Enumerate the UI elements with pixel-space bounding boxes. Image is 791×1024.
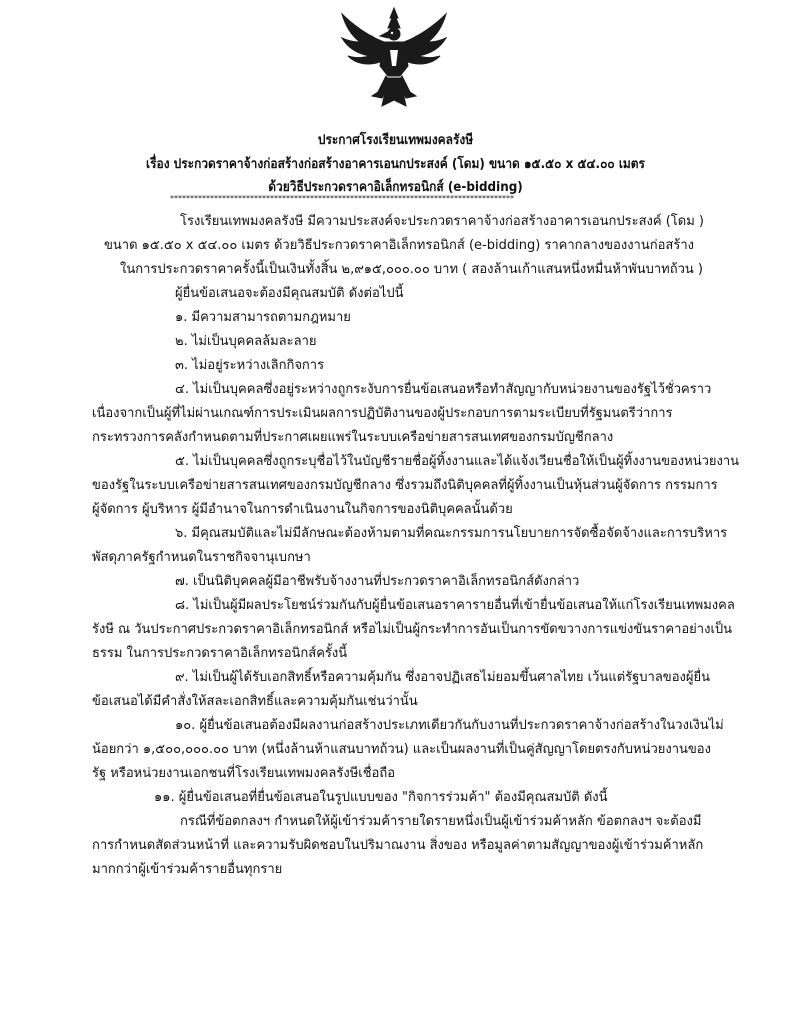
body-line: มากกว่าผู้เข้าร่วมค้ารายอื่นทุกราย: [92, 862, 283, 877]
body-line: ผู้จัดการ ผู้บริหาร ผู้มีอำนาจในการดำเนินงานในกิจการของนิติบุคคลนั้นด้วย: [92, 502, 513, 517]
body-line: รังษี ณ วันประกาศประกวดราคาอิเล็กทรอนิกส์ หรือไม่เป็นผู้กระทำการอันเป็นการขัดขวางการแข่งขันราคาอย่างเป็น: [92, 622, 733, 637]
list-item: ๔. ไม่เป็นบุคคลซึ่งอยู่ระหว่างถูกระงับการยื่นข้อเสนอหรือทำสัญญากับหน่วยงานของรัฐไว้ชั่วคราว: [175, 382, 712, 397]
list-item: ๑. มีความสามารถตามกฎหมาย: [175, 310, 351, 325]
list-item: ๖. มีคุณสมบัติและไม่มีลักษณะต้องห้ามตามที่คณะกรรมการนโยบายการจัดซื้อจัดจ้างและการบริหาร: [175, 526, 728, 541]
list-item: ๒. ไม่เป็นบุคคลล้มละลาย: [175, 334, 317, 349]
body-line: ของรัฐในระบบเครือข่ายสารสนเทศของกรมบัญชีกลาง ซึ่งรวมถึงนิติบุคคลที่ผู้ทิ้งงานเป็นหุ้นส่วนผู้จัดการ กรรมการ: [92, 478, 718, 493]
list-item: ๘. ไม่เป็นผู้มีผลประโยชน์ร่วมกันกับผู้ยื่นข้อเสนอราคารายอื่นที่เข้ายื่นข้อเสนอให้แก่โรงเรียนเทพมงคล: [175, 598, 735, 613]
body-line: น้อยกว่า ๑,๕๐๐,๐๐๐.๐๐ บาท (หนึ่งล้านห้าแสนบาทถ้วน) และเป็นผลงานที่เป็นคู่สัญญาโดยตรงกับหน่วยงานของ: [92, 742, 711, 757]
title-line-3: ด้วยวิธีประกวดราคาอิเล็กทรอนิกส์ (e-bidding): [268, 179, 523, 195]
body-line: ในการประกวดราคาครั้งนี้เป็นเงินทั้งสิ้น ๒,๙๑๕,๐๐๐.๐๐ บาท ( สองล้านเก้าแสนหนึ่งหมื่นห้าพันบาทถ้วน ): [120, 262, 703, 277]
body-line: โรงเรียนเทพมงคลรังษี มีความประสงค์จะประกวดราคาจ้างก่อสร้างอาคารเอนกประสงค์ (โดม ): [180, 214, 704, 229]
garuda-emblem-icon: [338, 6, 450, 114]
body-line: การกำหนดสัดส่วนหน้าที่ และความรับผิดชอบในปริมาณงาน สิ่งของ หรือมูลค่าตามสัญญาของผู้เข้าร่วมค้าหลัก: [92, 838, 704, 853]
list-item: ๑๑. ผู้ยื่นข้อเสนอที่ยื่นข้อเสนอในรูปแบบของ "กิจการร่วมค้า" ต้องมีคุณสมบัติ ดังนี้: [154, 790, 608, 805]
body-line: รัฐ หรือหน่วยงานเอกชนที่โรงเรียนเทพมงคลรังษีเชื่อถือ: [92, 766, 396, 781]
body-line: กรณีที่ข้อตกลงฯ กำหนดให้ผู้เข้าร่วมค้ารายใดรายหนึ่งเป็นผู้เข้าร่วมค้าหลัก ข้อตกลงฯ จะต้องมี: [180, 814, 702, 829]
body-line: กระทรวงการคลังกำหนดตามที่ประกาศเผยแพร่ในระบบเครือข่ายสารสนเทศของกรมบัญชีกลาง: [92, 430, 614, 445]
list-item: ๗. เป็นนิติบุคคลผู้มีอาชีพรับจ้างงานที่ประกวดราคาอิเล็กทรอนิกส์ดังกล่าว: [175, 574, 580, 589]
separator-line: **************************************************************************************: [170, 194, 514, 203]
title-line-1: ประกาศโรงเรียนเทพมงคลรังษี: [317, 132, 474, 148]
list-item: ๙. ไม่เป็นผู้ได้รับเอกสิทธิ์หรือความคุ้มกัน ซึ่งอาจปฏิเสธไม่ยอมขึ้นศาลไทย เว้นแต่รัฐบาลของผู้ยื่น: [175, 670, 710, 685]
body-line: พัสดุภาครัฐกำหนดในราชกิจจานุเบกษา: [92, 550, 311, 565]
body-line: เนื่องจากเป็นผู้ที่ไม่ผ่านเกณฑ์การประเมินผลการปฏิบัติงานของผู้ประกอบการตามระเบียบที่รัฐมนตรีว่าการ: [92, 406, 673, 421]
title-line-2: เรื่อง ประกวดราคาจ้างก่อสร้างก่อสร้างอาคารเอนกประสงค์ (โดม) ขนาด ๑๕.๕๐ x ๕๔.๐๐ เมตร: [146, 156, 645, 172]
body-line: ธรรม ในการประกวดราคาอิเล็กทรอนิกส์ครั้งนี้: [92, 646, 348, 661]
list-item: ๕. ไม่เป็นบุคคลซึ่งถูกระบุชื่อไว้ในบัญชีรายชื่อผู้ทิ้งงานและได้แจ้งเวียนชื่อให้เป็นผู้ทิ้งงานของหน่วยงาน: [175, 454, 740, 469]
list-item: ๓. ไม่อยู่ระหว่างเลิกกิจการ: [175, 358, 325, 373]
list-item: ๑๐. ผู้ยื่นข้อเสนอต้องมีผลงานก่อสร้างประเภทเดียวกันกับงานที่ประกวดราคาจ้างก่อสร้างในวงเงินไม่: [175, 718, 724, 733]
body-line: ข้อเสนอได้มีคำสั่งให้สละเอกสิทธิ์และความคุ้มกันเช่นว่านั้น: [92, 694, 418, 709]
body-line: ผู้ยื่นข้อเสนอจะต้องมีคุณสมบัติ ดังต่อไปนี้: [175, 286, 404, 301]
body-line: ขนาด ๑๕.๕๐ x ๕๔.๐๐ เมตร ด้วยวิธีประกวดราคาอิเล็กทรอนิกส์ (e-bidding) ราคากลางของงานก่อสร้าง: [104, 238, 694, 253]
